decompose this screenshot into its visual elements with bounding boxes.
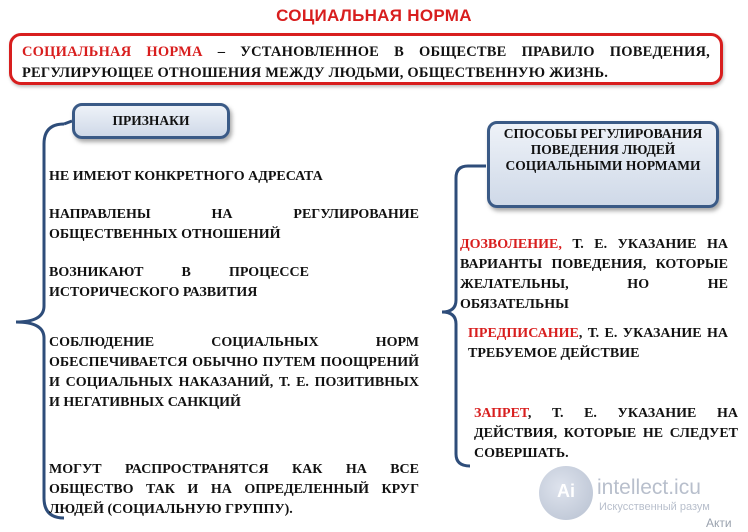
watermark-site-name: intellect.icu [597,476,701,499]
method-term: ЗАПРЕТ [474,406,528,421]
watermark-tagline: Искусственный разум [599,501,710,513]
method-term: ПРЕДПИСАНИЕ [468,326,579,341]
watermark-corner-text: Акти [706,516,732,530]
method-text: , Т. Е. УКАЗАНИЕ НА ДЕЙСТВИЯ, КОТОРЫЕ НЕ СЛЕДУЕТ СОВЕРШАТЬ. [474,406,738,461]
sign-item: НЕ ИМЕЮТ КОНКРЕТНОГО АДРЕСАТА [49,169,323,184]
sign-item: ВОЗНИКАЮТ В ПРОЦЕССЕ ИСТОРИЧЕСКОГО РАЗВИТИЯ [49,265,309,300]
sign-item: НАПРАВЛЕНЫ НА РЕГУЛИРОВАНИЕ ОБЩЕСТВЕННЫХ ОТНОШЕНИЙ [49,207,419,242]
methods-header-box: СПОСОБЫ РЕГУЛИРОВАНИЯ ПОВЕДЕНИЯ ЛЮДЕЙ СОЦИАЛЬНЫМИ НОРМАМИ [487,121,719,208]
signs-header-box: ПРИЗНАКИ [72,103,230,139]
watermark-logo-text: Ai [557,481,575,501]
definition-term: СОЦИАЛЬНАЯ НОРМА [22,44,203,60]
method-item-permission [460,235,728,315]
method-item-prescription [468,324,728,364]
definition-text: – УСТАНОВЛЕННОЕ В ОБЩЕСТВЕ ПРАВИЛО ПОВЕДЕНИЯ, РЕГУЛИРУЮЩЕЕ ОТНОШЕНИЯ МЕЖДУ ЛЮДЬМИ, ОБЩЕСТВЕННУЮ ЖИЗНЬ. [22,44,711,81]
left-brace-link [64,121,72,124]
method-text: Т. Е. УКАЗАНИЕ НА ВАРИАНТЫ ПОВЕДЕНИЯ, КОТОРЫЕ ЖЕЛАТЕЛЬНЫ, НО НЕ ОБЯЗАТЕЛЬНЫ [460,237,728,312]
sign-item: МОГУТ РАСПРОСТРАНЯТСЯ КАК НА ВСЕ ОБЩЕСТВО ТАК И НА ОПРЕДЕЛЕННЫЙ КРУГ ЛЮДЕЙ (СОЦИАЛЬНУЮ ГРУППУ). [49,462,419,517]
method-text: , Т. Е. УКАЗАНИЕ НА ТРЕБУЕМОЕ ДЕЙСТВИЕ [468,326,728,361]
page-title: СОЦИАЛЬНАЯ НОРМА [276,6,472,25]
sign-item: СОБЛЮДЕНИЕ СОЦИАЛЬНЫХ НОРМ ОБЕСПЕЧИВАЕТСЯ ОБЫЧНО ПУТЕМ ПООЩРЕНИЙ И СОЦИАЛЬНЫХ НАКАЗАНИЙ, Т. Е. ПОЗИТИВНЫХ И НЕГАТИВНЫХ САНКЦИЙ [49,335,419,410]
method-term: ДОЗВОЛЕНИЕ, [460,237,562,252]
method-item-prohibition [474,404,738,464]
